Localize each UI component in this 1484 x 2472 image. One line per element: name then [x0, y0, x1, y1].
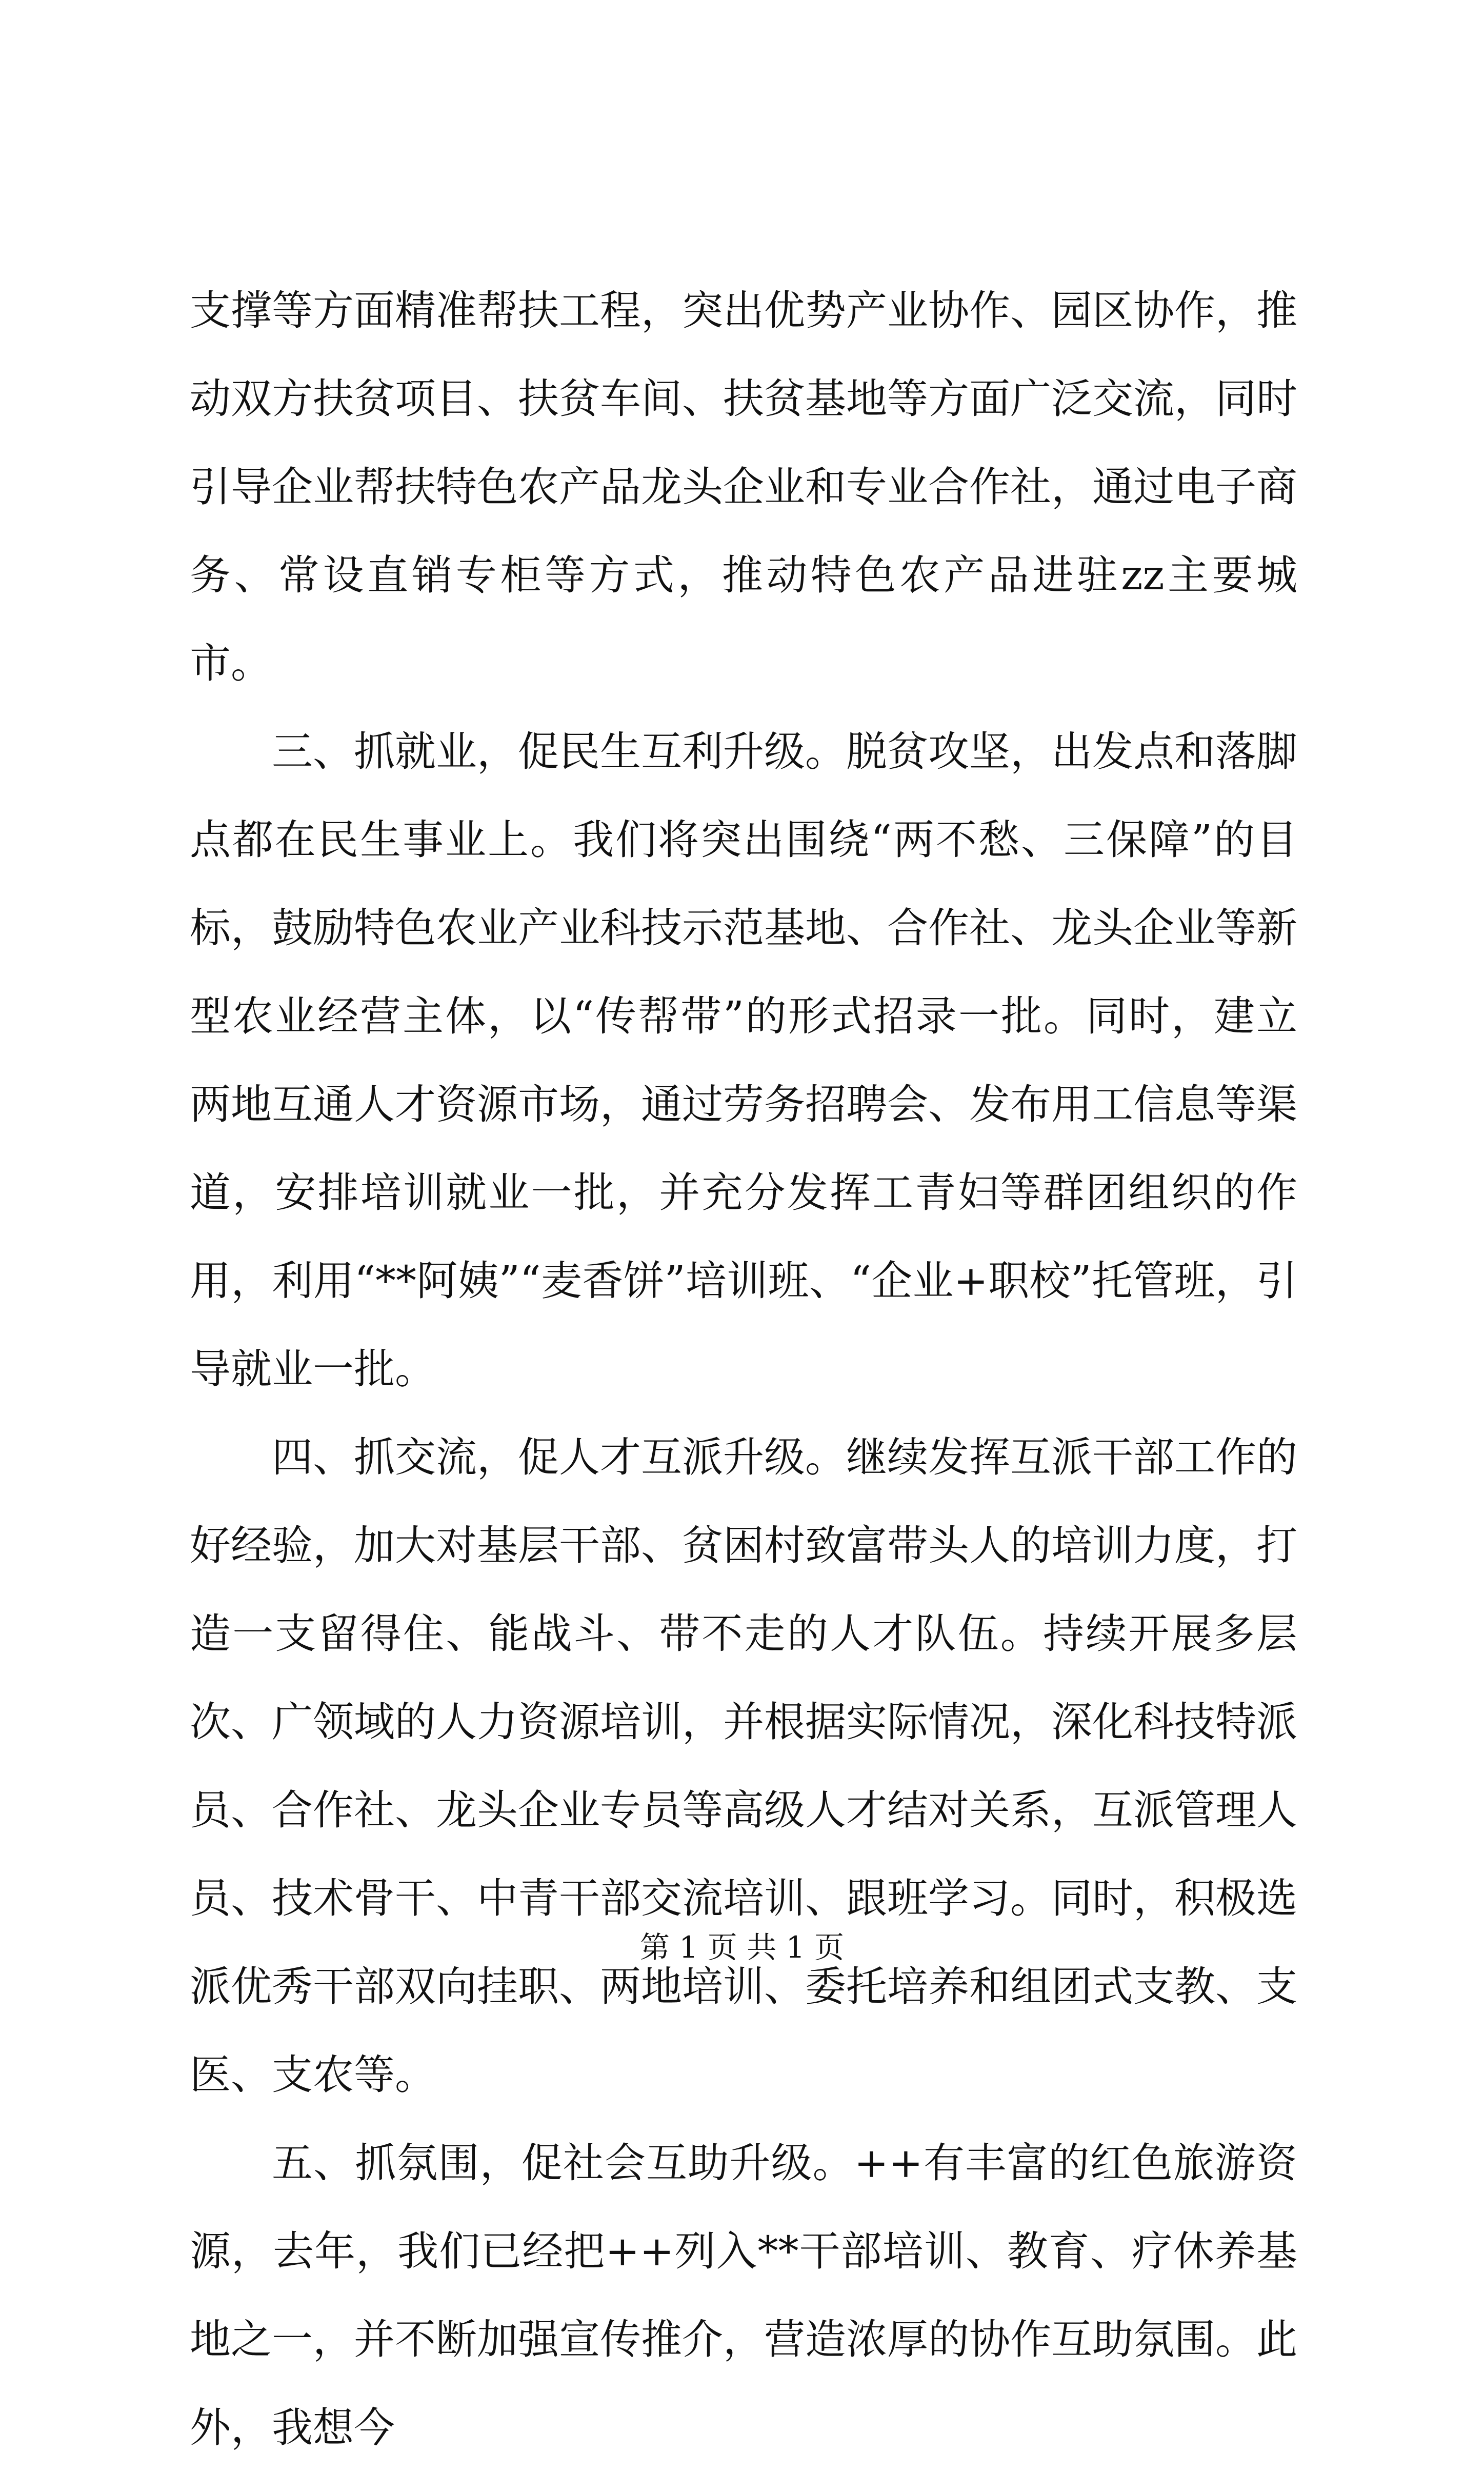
paragraph-four-exchange: 四、抓交流，促人才互派升级。继续发挥互派干部工作的好经验，加大对基层干部、贫困村致富带头人的培训力度，打造一支留得住、能战斗、带不走的人才队伍。持续开展多层次、广领域的人力资源培训，并根据实际情况，深化科技特派员、合作社、龙头企业专员等高级人才结对关系，互派管理人员、技术骨干、中青干部交流培训、跟班学习。同时，积极选派优秀干部双向挂职、两地培训、委托培养和组团式支教、支医、支农等。	[190, 1433, 1297, 2099]
page-footer	[0, 1923, 1484, 1966]
document-body	[190, 267, 1297, 2472]
paragraph-three-employment: 三、抓就业，促民生互利升级。脱贫攻坚，出发点和落脚点都在民生事业上。我们将突出围绕“两不愁、三保障”的目标，鼓励特色农业产业科技示范基地、合作社、龙头企业等新型农业经营主体，以“传帮带”的形式招录一批。同时，建立两地互通人才资源市场，通过劳务招聘会、发布用工信息等渠道，安排培训就业一批，并充分发挥工青妇等群团组织的作用，利用“**阿姨”“麦香饼”培训班、“企业+职校”托管班，引导就业一批。	[190, 728, 1297, 1393]
page-number-label: 第 1 页 共 1 页	[640, 1930, 844, 1965]
paragraph-continued: 支撑等方面精准帮扶工程，突出优势产业协作、园区协作，推动双方扶贫项目、扶贫车间、扶贫基地等方面广泛交流，同时引导企业帮扶特色农产品龙头企业和专业合作社，通过电子商务、常设直销专柜等方式，推动特色农产品进驻zz主要城市。	[190, 287, 1297, 687]
paragraph-five-atmosphere: 五、抓氛围，促社会互助升级。++有丰富的红色旅游资源，去年，我们已经把++列入**干部培训、教育、疗休养基地之一，并不断加强宣传推介，营造浓厚的协作互助氛围。此外，我想今	[190, 2139, 1297, 2451]
